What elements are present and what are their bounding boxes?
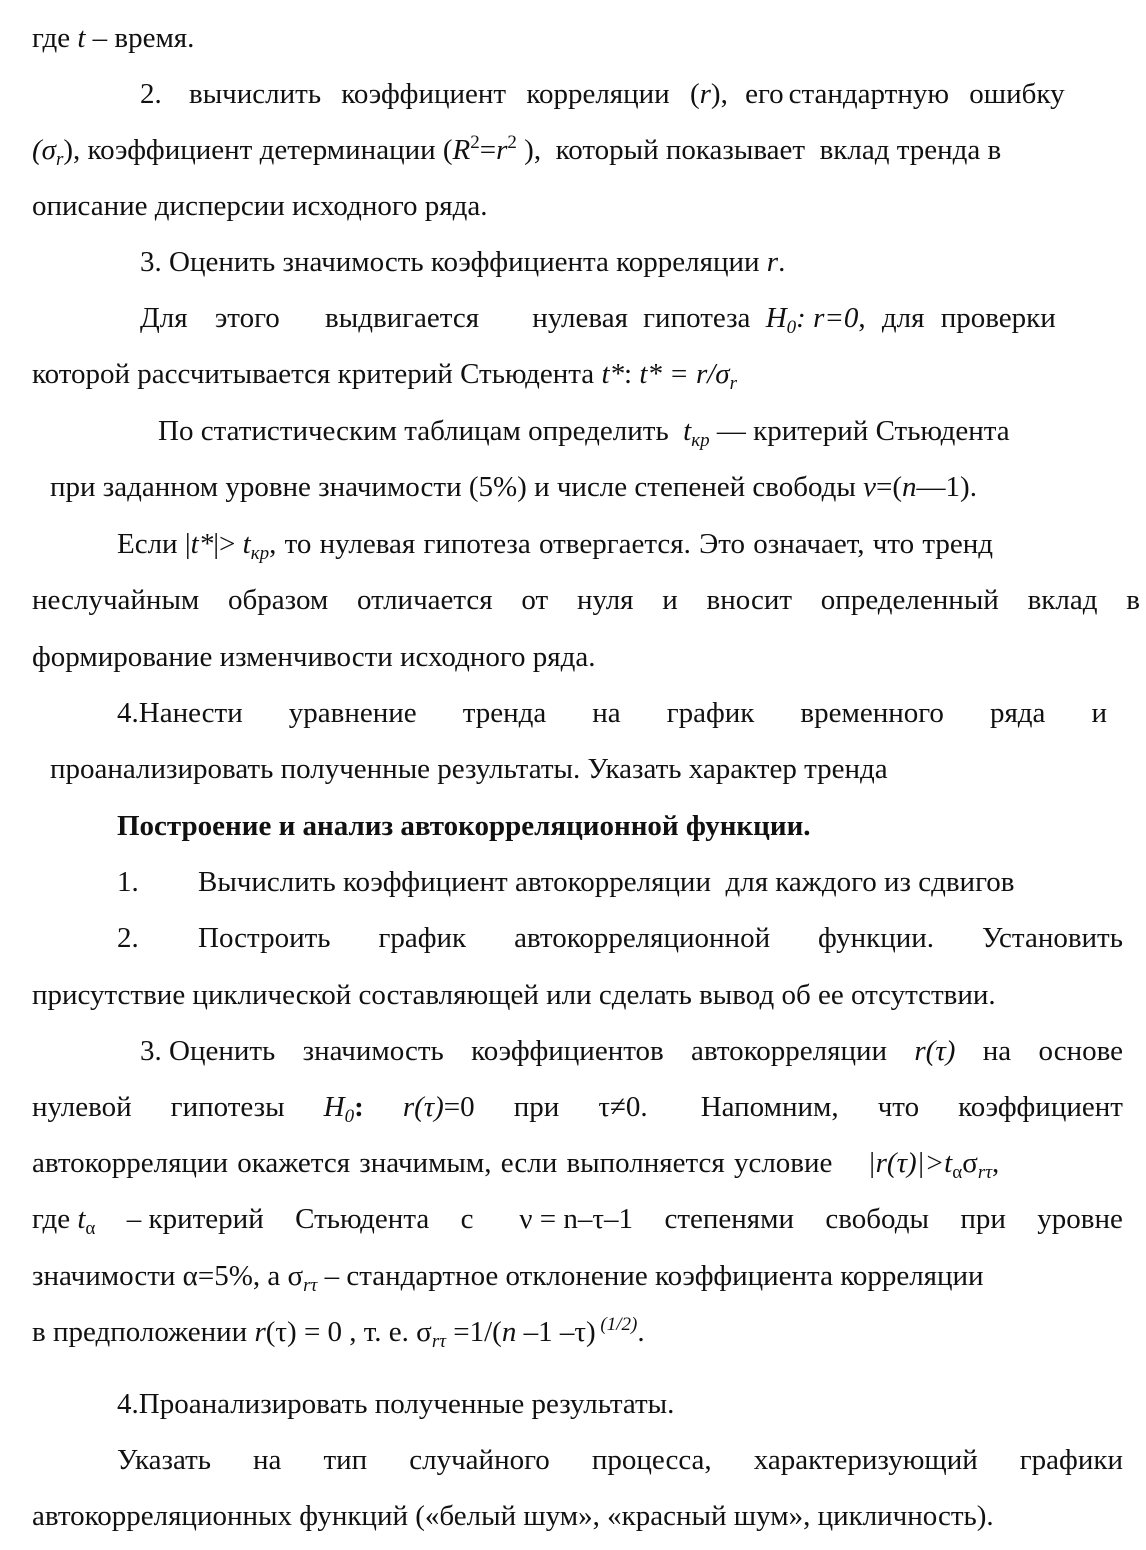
word: тренда: [462, 697, 547, 729]
var-t: t: [77, 22, 86, 54]
text-line: [117, 524, 1146, 564]
superscript: 2: [507, 132, 517, 153]
text: ),: [710, 78, 728, 110]
item-3-title: [140, 242, 1146, 282]
text: – время.: [85, 22, 195, 54]
word: – критерий: [126, 1203, 264, 1235]
word: функции.: [818, 922, 935, 954]
word: коэффициентов: [471, 1035, 664, 1067]
text: (: [32, 134, 42, 166]
list-number: 2.: [140, 78, 162, 110]
text: ), коэффициент детерминации (: [63, 134, 453, 166]
text: где: [32, 22, 78, 54]
sigma: σ: [41, 134, 56, 166]
word: на: [253, 1444, 282, 1476]
word: степенями: [664, 1203, 794, 1235]
text: .: [778, 246, 786, 278]
text: выдвигается: [325, 302, 480, 334]
word: определенный: [820, 584, 999, 616]
word: автокорреляции: [691, 1035, 888, 1067]
text-line: формирование изменчивости исходного ряда.: [32, 641, 596, 673]
heading-text: Построение и анализ автокорреляционной функции.: [117, 810, 811, 842]
text: (τ) = 0 , т. е. σ: [265, 1316, 432, 1348]
word: Напомним,: [700, 1091, 839, 1123]
text: :: [624, 358, 640, 390]
word: при: [513, 1091, 560, 1123]
var-H: H: [765, 302, 787, 334]
text-line: [32, 1199, 1123, 1239]
word: гипотезы: [170, 1091, 285, 1123]
word: нулевой: [32, 1091, 132, 1123]
word: значимость: [302, 1035, 444, 1067]
text: , для проверки: [858, 302, 1056, 334]
text: :: [796, 302, 814, 334]
text: Если |: [117, 528, 191, 560]
text-line: [32, 1256, 1146, 1296]
word: образом: [228, 584, 329, 616]
text: (: [689, 78, 700, 110]
var-t-star: t*: [190, 528, 214, 560]
text: :: [354, 1091, 364, 1123]
text: ), который показывает вклад тренда в: [516, 134, 1002, 166]
text: ,: [992, 1147, 1000, 1179]
word: коэффициент: [958, 1091, 1123, 1123]
var-r: r: [254, 1316, 266, 1348]
text: нулевая: [532, 302, 628, 334]
word: уровне: [1037, 1203, 1123, 1235]
word: в: [1126, 584, 1140, 616]
text-line: [32, 130, 1146, 170]
acf-item-3: [140, 1031, 1123, 1071]
word: Построить: [198, 922, 331, 954]
formula: |r(τ)|>t: [867, 1147, 953, 1179]
word: отличается: [357, 584, 493, 616]
var-H: H: [323, 1091, 345, 1123]
formula: [867, 1147, 1000, 1183]
word: Установить: [982, 922, 1123, 954]
text-line: [117, 1440, 1123, 1480]
word: случайного: [409, 1444, 550, 1476]
word: на: [592, 697, 621, 729]
word: уравнение: [288, 697, 417, 729]
text: =1/(: [446, 1316, 502, 1348]
formula: ν = n–τ–1: [504, 1203, 634, 1235]
var-r: r: [496, 134, 508, 166]
text: автокорреляции окажется значимым, если выполняется условие: [32, 1147, 842, 1179]
text: этого: [214, 302, 280, 334]
word: автокорреляционной: [514, 922, 771, 954]
text: – стандартное отклонение коэффициента корреляции: [317, 1260, 984, 1292]
text-line: описание дисперсии исходного ряда.: [32, 190, 488, 222]
word: что: [877, 1091, 920, 1123]
text-line: [32, 580, 1140, 620]
formula: [324, 1087, 364, 1127]
text-line: [32, 18, 1146, 58]
text: гипотеза: [643, 302, 751, 334]
subscript: кр: [250, 543, 270, 564]
text-line: [32, 1143, 1146, 1183]
text: , то нулевая гипотеза отвергается. Это означает, что тренд: [269, 528, 994, 560]
word: график: [378, 922, 467, 954]
word: свободы: [825, 1203, 929, 1235]
text: где: [32, 1203, 78, 1235]
word: Стьюдента: [295, 1203, 430, 1235]
word: и: [1091, 697, 1107, 729]
text-line: [140, 298, 1122, 338]
word: от: [521, 584, 549, 616]
superscript: (1/2): [595, 1314, 638, 1335]
acf-item-1: [117, 862, 1146, 902]
text: коэффициент: [341, 78, 507, 110]
text-line: проанализировать полученные результаты. Указать характер тренда: [50, 753, 888, 785]
text: значимости α=5%, а σ: [32, 1260, 304, 1292]
var-n: n: [902, 471, 917, 503]
word: вносит: [706, 584, 793, 616]
text: вычислить: [189, 78, 322, 110]
formula: t* = r/σ: [639, 358, 730, 390]
acf-item-2: [198, 918, 1123, 958]
word: Указать: [117, 1444, 211, 1476]
text: По статистическим таблицам определить: [158, 415, 684, 447]
word: нуля: [576, 584, 634, 616]
text: в предположении: [32, 1316, 255, 1348]
var-t: t: [683, 415, 692, 447]
word: основе: [1038, 1035, 1123, 1067]
word: и: [662, 584, 678, 616]
word: на: [982, 1035, 1012, 1067]
text: стандартную: [788, 78, 950, 110]
word: графики: [1019, 1444, 1123, 1476]
text-line: [158, 411, 1146, 451]
superscript: 2: [470, 132, 480, 153]
subscript: r: [55, 149, 64, 170]
text: корреляции: [526, 78, 670, 110]
list-number: 2.: [117, 922, 139, 954]
word: 3. Оценить: [140, 1035, 276, 1067]
text: его: [745, 78, 784, 110]
var-v: v: [863, 471, 877, 503]
subscript: r: [729, 373, 737, 394]
text-line: 4.Проанализировать полученные результаты.: [117, 1388, 675, 1420]
subscript: α: [85, 1218, 96, 1239]
subscript: 0: [344, 1106, 355, 1127]
word: с: [460, 1203, 474, 1235]
subscript: кр: [691, 430, 710, 451]
text: =: [479, 134, 497, 166]
text-line: [32, 354, 1146, 394]
word: неслучайным: [32, 584, 200, 616]
word: временного: [800, 697, 944, 729]
var-R: R: [452, 134, 471, 166]
list-number: 1.: [117, 866, 139, 898]
text-line: присутствие циклической составляющей или сделать вывод об ее отсутствии.: [32, 979, 996, 1011]
var-t: t: [77, 1203, 86, 1235]
word: тип: [323, 1444, 368, 1476]
formula: r(τ): [914, 1035, 956, 1067]
formula: [32, 1199, 95, 1239]
text-line: автокорреляционных функций («белый шум», «красный шум», цикличность).: [32, 1500, 994, 1532]
text: Для: [140, 302, 188, 334]
word: характеризующий: [753, 1444, 978, 1476]
text: =(: [876, 471, 903, 503]
var-t-star: t*: [601, 358, 624, 390]
text: =0: [443, 1091, 475, 1123]
sigma: σ: [962, 1147, 978, 1179]
text: которой рассчитывается критерий Стьюдента: [32, 358, 602, 390]
text: |: [213, 528, 220, 560]
subscript: rτ: [303, 1275, 318, 1296]
section-heading: [117, 806, 1146, 846]
word: 4.Нанести: [117, 697, 243, 729]
word: процесса,: [591, 1444, 712, 1476]
var-n: n: [501, 1316, 517, 1348]
item-2-line: [140, 74, 1122, 114]
subscript: rτ: [431, 1331, 447, 1352]
text: Вычислить коэффициент автокорреляции для каждого из сдвигов: [198, 866, 1015, 898]
text: —1).: [916, 471, 977, 503]
text: ошибку: [969, 78, 1065, 110]
text-line: [50, 467, 1146, 507]
formula: r=0: [813, 302, 859, 334]
text: 3. Оценить значимость коэффициента корреляции: [140, 246, 767, 278]
subscript: rτ: [977, 1162, 993, 1183]
formula: [403, 1087, 475, 1127]
text-line: [32, 1087, 1123, 1127]
formula: r(τ): [402, 1091, 444, 1123]
subscript: α: [952, 1162, 963, 1183]
word: ряда: [989, 697, 1046, 729]
text: >: [219, 528, 243, 560]
word: τ≠0.: [598, 1091, 648, 1123]
var-t: t: [242, 528, 251, 560]
text: .: [637, 1316, 645, 1348]
text: –1 –τ): [516, 1316, 596, 1348]
text: — критерий Стьюдента: [709, 415, 1010, 447]
word: график: [666, 697, 755, 729]
word: вклад: [1027, 584, 1098, 616]
item-4-line: [117, 693, 1107, 733]
word: при: [960, 1203, 1006, 1235]
text-line: [32, 1312, 1146, 1352]
text: при заданном уровне значимости (5%) и числе степеней свободы: [50, 471, 864, 503]
var-r: r: [699, 78, 711, 110]
subscript: 0: [786, 317, 797, 338]
var-r: r: [766, 246, 779, 278]
